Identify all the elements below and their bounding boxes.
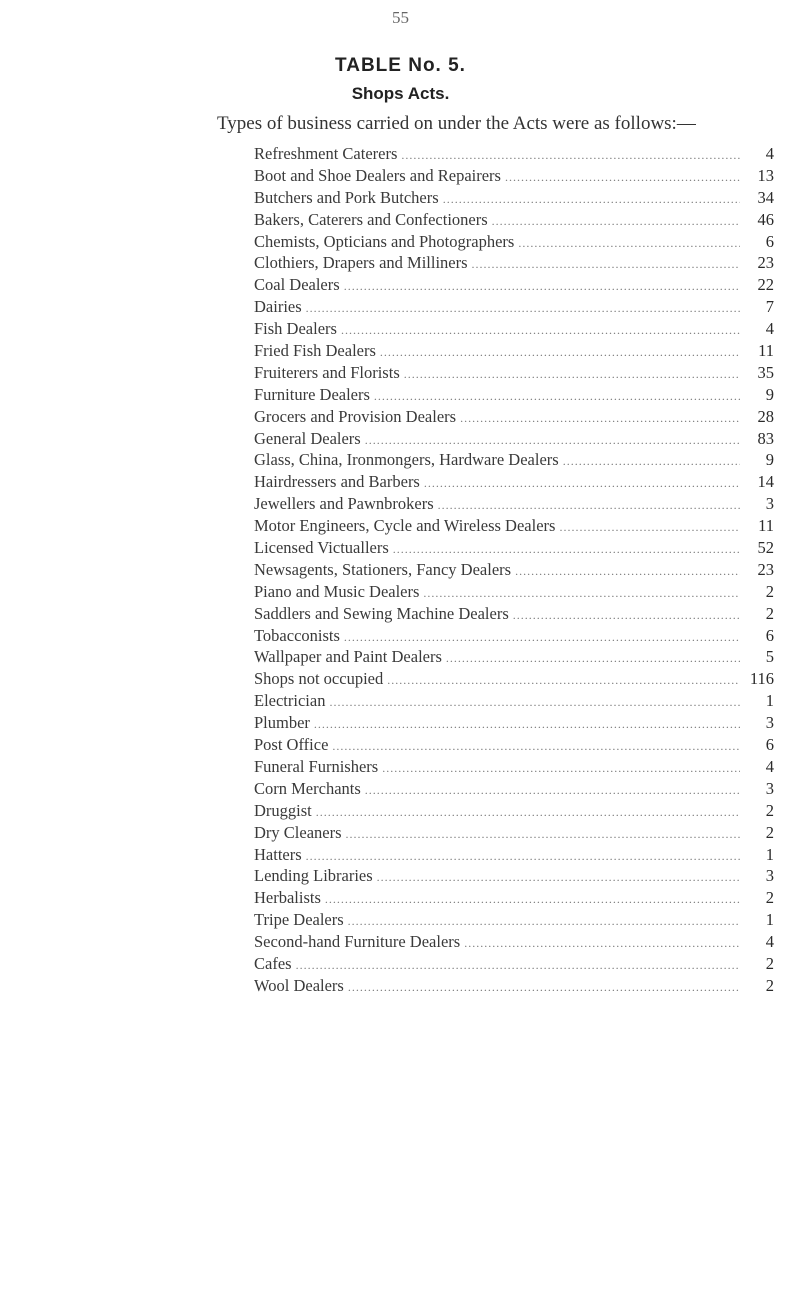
dot-leader (306, 298, 740, 320)
business-type-count: 6 (765, 231, 774, 251)
business-type-label: Herbalists (254, 888, 321, 908)
business-type-row (254, 844, 774, 866)
business-type-row (254, 668, 774, 690)
dot-leader (348, 911, 740, 933)
dot-leader (423, 583, 740, 605)
business-type-count: 2 (765, 581, 774, 601)
business-type-row (254, 209, 774, 231)
business-type-label: Shops not occupied (254, 669, 384, 689)
business-type-row (254, 822, 774, 844)
business-type-row (254, 362, 774, 384)
business-type-count: 9 (765, 384, 774, 404)
business-type-count: 35 (757, 362, 774, 382)
business-type-label: Boot and Shoe Dealers and Repairers (254, 165, 501, 185)
dot-leader (464, 933, 740, 955)
dot-leader (401, 145, 740, 167)
business-type-count: 28 (757, 406, 774, 426)
dot-leader (380, 342, 740, 364)
intro-text: Types of business carried on under the Acts were as follows:— (217, 113, 696, 134)
business-type-count: 3 (765, 713, 774, 733)
business-type-label: Clothiers, Drapers and Milliners (254, 253, 468, 273)
business-type-count: 6 (765, 625, 774, 645)
business-type-count: 1 (765, 691, 774, 711)
business-type-count: 52 (757, 538, 774, 558)
business-type-count: 4 (765, 756, 774, 776)
dot-leader (382, 758, 740, 780)
business-type-row (254, 165, 774, 187)
business-type-count: 1 (765, 844, 774, 864)
business-type-count: 3 (765, 866, 774, 886)
business-type-label: Newsagents, Stationers, Fancy Dealers (254, 559, 512, 579)
business-type-count: 23 (757, 253, 774, 273)
business-type-count: 2 (765, 953, 774, 973)
business-type-label: Glass, China, Ironmongers, Hardware Dealers (254, 450, 559, 470)
business-type-row (254, 318, 774, 340)
business-type-label: Saddlers and Sewing Machine Dealers (254, 603, 509, 623)
business-type-row (254, 428, 774, 450)
dot-leader (515, 561, 740, 583)
dot-leader (344, 627, 740, 649)
business-type-row (254, 625, 774, 647)
business-type-count: 46 (757, 209, 774, 229)
business-type-label: General Dealers (254, 428, 361, 448)
business-type-row (254, 449, 774, 471)
business-type-label: Jewellers and Pawnbrokers (254, 494, 434, 514)
dot-leader (329, 692, 740, 714)
business-type-row (254, 252, 774, 274)
business-type-label: Chemists, Opticians and Photographers (254, 231, 515, 251)
dot-leader (306, 846, 740, 868)
business-type-label: Corn Merchants (254, 778, 361, 798)
business-type-label: Tripe Dealers (254, 910, 344, 930)
business-type-row (254, 515, 774, 537)
business-type-row (254, 975, 774, 997)
dot-leader (296, 955, 740, 977)
business-type-row (254, 953, 774, 975)
table-title: TABLE No. 5. (335, 55, 466, 76)
business-type-row (254, 734, 774, 756)
dot-leader (332, 736, 740, 758)
dot-leader (377, 867, 740, 889)
business-type-label: Furniture Dealers (254, 384, 370, 404)
dot-leader (424, 473, 740, 495)
business-type-label: Post Office (254, 735, 329, 755)
business-type-row (254, 603, 774, 625)
dot-leader (559, 517, 740, 539)
business-types-list (254, 143, 774, 997)
business-type-count: 116 (749, 669, 774, 689)
business-type-row (254, 756, 774, 778)
business-type-label: Plumber (254, 713, 310, 733)
page-number: 55 (392, 8, 409, 27)
business-type-label: Electrician (254, 691, 326, 711)
dot-leader (513, 605, 740, 627)
business-type-label: Lending Libraries (254, 866, 373, 886)
business-type-row (254, 187, 774, 209)
business-type-row (254, 231, 774, 253)
business-type-count: 11 (758, 516, 774, 536)
section-title: Shops Acts. (351, 84, 450, 103)
business-type-label: Wallpaper and Paint Dealers (254, 647, 442, 667)
dot-leader (563, 451, 740, 473)
dot-leader (365, 430, 740, 452)
business-type-label: Fish Dealers (254, 319, 337, 339)
business-type-row (254, 778, 774, 800)
business-type-count: 22 (757, 275, 774, 295)
business-type-count: 7 (765, 297, 774, 317)
business-type-row (254, 646, 774, 668)
business-type-row (254, 274, 774, 296)
business-type-label: Hatters (254, 844, 302, 864)
business-type-label: Bakers, Caterers and Confectioners (254, 209, 488, 229)
business-type-row (254, 559, 774, 581)
dot-leader (314, 714, 740, 736)
business-type-label: Butchers and Pork Butchers (254, 187, 439, 207)
business-type-label: Dairies (254, 297, 302, 317)
business-type-row (254, 340, 774, 362)
business-type-label: Tobacconists (254, 625, 340, 645)
dot-leader (348, 977, 740, 999)
business-type-count: 4 (765, 144, 774, 163)
dot-leader (344, 276, 740, 298)
dot-leader (505, 167, 740, 189)
dot-leader (393, 539, 740, 561)
business-type-label: Cafes (254, 953, 292, 973)
business-type-row (254, 712, 774, 734)
business-type-label: Fruiterers and Florists (254, 362, 400, 382)
business-type-count: 4 (765, 319, 774, 339)
business-type-row (254, 909, 774, 931)
business-type-label: Refreshment Caterers (254, 144, 398, 163)
business-type-label: Fried Fish Dealers (254, 341, 376, 361)
business-type-count: 9 (765, 450, 774, 470)
business-type-row (254, 493, 774, 515)
business-type-label: Motor Engineers, Cycle and Wireless Dealers (254, 516, 556, 536)
business-type-count: 11 (758, 341, 774, 361)
business-type-count: 14 (757, 472, 774, 492)
business-type-row (254, 471, 774, 493)
dot-leader (404, 364, 740, 386)
business-type-row (254, 800, 774, 822)
business-type-label: Hairdressers and Barbers (254, 472, 420, 492)
business-type-row (254, 537, 774, 559)
business-type-row (254, 143, 774, 165)
dot-leader (438, 495, 740, 517)
business-type-label: Coal Dealers (254, 275, 340, 295)
dot-leader (518, 233, 740, 255)
business-type-label: Funeral Furnishers (254, 756, 379, 776)
business-type-count: 3 (765, 494, 774, 514)
dot-leader (325, 889, 740, 911)
business-type-row (254, 581, 774, 603)
business-type-row (254, 931, 774, 953)
dot-leader (387, 670, 740, 692)
business-type-count: 4 (765, 932, 774, 952)
dot-leader (472, 254, 740, 276)
business-type-row (254, 865, 774, 887)
business-type-label: Licensed Victuallers (254, 538, 389, 558)
dot-leader (316, 802, 740, 824)
business-type-count: 2 (765, 822, 774, 842)
dot-leader (374, 386, 740, 408)
business-type-row (254, 406, 774, 428)
business-type-label: Druggist (254, 800, 312, 820)
dot-leader (341, 320, 740, 342)
business-type-label: Second-hand Furniture Dealers (254, 932, 461, 952)
dot-leader (443, 189, 740, 211)
business-type-row (254, 690, 774, 712)
business-type-label: Piano and Music Dealers (254, 581, 420, 601)
business-type-row (254, 887, 774, 909)
dot-leader (460, 408, 740, 430)
business-type-label: Wool Dealers (254, 975, 344, 995)
business-type-count: 34 (757, 187, 774, 207)
business-type-label: Grocers and Provision Dealers (254, 406, 457, 426)
business-type-count: 1 (765, 910, 774, 930)
business-type-count: 2 (765, 800, 774, 820)
business-type-count: 2 (765, 975, 774, 995)
business-type-label: Dry Cleaners (254, 822, 342, 842)
dot-leader (365, 780, 740, 802)
business-type-row (254, 296, 774, 318)
business-type-count: 83 (757, 428, 774, 448)
business-type-row (254, 384, 774, 406)
dot-leader (492, 211, 740, 233)
business-type-count: 6 (765, 735, 774, 755)
business-type-count: 5 (765, 647, 774, 667)
business-type-count: 3 (765, 778, 774, 798)
business-type-count: 13 (757, 165, 774, 185)
dot-leader (346, 824, 740, 846)
business-type-count: 23 (757, 559, 774, 579)
dot-leader (446, 648, 740, 670)
business-type-count: 2 (765, 888, 774, 908)
business-type-count: 2 (765, 603, 774, 623)
